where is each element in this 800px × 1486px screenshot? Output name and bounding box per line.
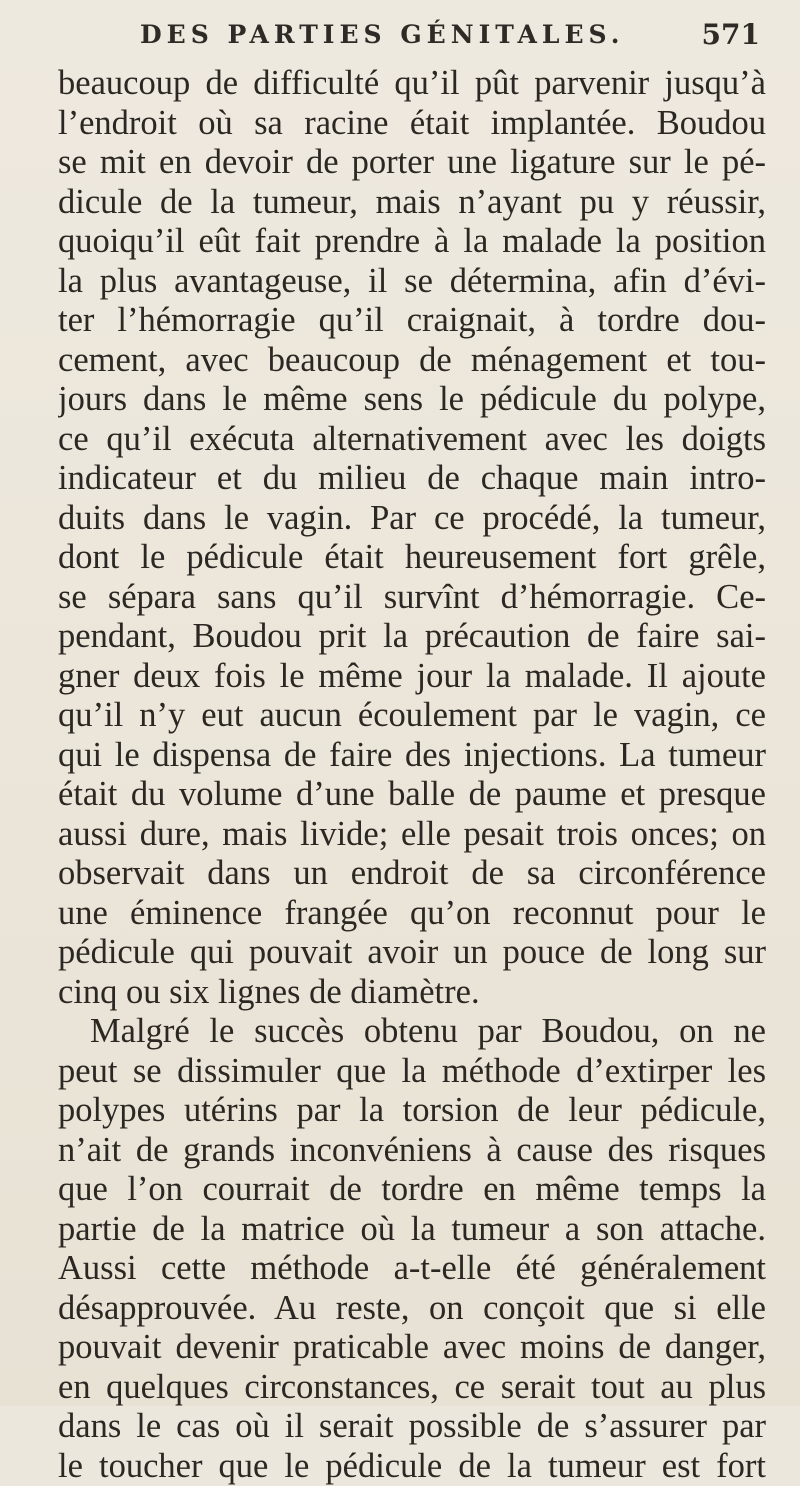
paragraph-start-line: Malgré le succès obtenu par Boudou, on ne xyxy=(58,1012,766,1052)
text-line: était du volume d’une balle de paume et presque xyxy=(58,775,766,815)
text-line: qui le dispensa de faire des injections. La tumeur xyxy=(58,736,766,776)
text-line: pédicule qui pouvait avoir un pouce de long sur xyxy=(58,933,766,973)
text-line: pendant, Boudou prit la précaution de faire sai- xyxy=(58,617,766,657)
paragraph-end-line: cinq ou six lignes de diamètre. xyxy=(58,973,766,1013)
text-line: se sépara sans qu’il survînt d’hémorragie. Ce- xyxy=(58,578,766,618)
text-line: la plus avantageuse, il se détermina, afin d’évi- xyxy=(58,262,766,302)
page-number: 571 xyxy=(702,18,760,51)
text-line: ce qu’il exécuta alternativement avec les doigts xyxy=(58,420,766,460)
text-line: dicule de la tumeur, mais n’ayant pu y réussir, xyxy=(58,183,766,223)
text-line: jours dans le même sens le pédicule du polype, xyxy=(58,380,766,420)
text-line: Aussi cette méthode a-t-elle été généralement xyxy=(58,1249,766,1289)
text-line: gner deux fois le même jour la malade. Il ajoute xyxy=(58,657,766,697)
text-line: observait dans un endroit de sa circonférence xyxy=(58,854,766,894)
text-line: qu’il n’y eut aucun écoulement par le vagin, ce xyxy=(58,696,766,736)
running-header xyxy=(58,0,766,64)
text-line: dont le pédicule était heureusement fort grêle, xyxy=(58,538,766,578)
text-line: beaucoup de difficulté qu’il pût parvenir jusqu’à xyxy=(58,64,766,104)
text-line: dans le cas où il serait possible de s’assurer par xyxy=(58,1407,766,1447)
text-line: peut se dissimuler que la méthode d’extirper les xyxy=(58,1052,766,1092)
text-line: désapprouvée. Au reste, on conçoit que si elle xyxy=(58,1289,766,1329)
text-line: n’ait de grands inconvéniens à cause des risques xyxy=(58,1131,766,1171)
text-line: polypes utérins par la torsion de leur pédicule, xyxy=(58,1091,766,1131)
text-line: le toucher que le pédicule de la tumeur est fort xyxy=(58,1447,766,1486)
text-line: aussi dure, mais livide; elle pesait trois onces; on xyxy=(58,815,766,855)
text-line: se mit en devoir de porter une ligature sur le pé- xyxy=(58,143,766,183)
running-title: DES PARTIES GÉNITALES. xyxy=(140,20,624,49)
text-line: pouvait devenir praticable avec moins de danger, xyxy=(58,1328,766,1368)
text-line: que l’on courrait de tordre en même temps la xyxy=(58,1170,766,1210)
text-line: en quelques circonstances, ce serait tout au plus xyxy=(58,1368,766,1408)
text-line: duits dans le vagin. Par ce procédé, la tumeur, xyxy=(58,499,766,539)
text-line: quoiqu’il eût fait prendre à la malade la position xyxy=(58,222,766,262)
text-line: ter l’hémorragie qu’il craignait, à tordre dou- xyxy=(58,301,766,341)
text-line: l’endroit où sa racine était implantée. Boudou xyxy=(58,104,766,144)
body-text xyxy=(58,64,766,1486)
text-line: partie de la matrice où la tumeur a son attache. xyxy=(58,1210,766,1250)
text-line: indicateur et du milieu de chaque main intro- xyxy=(58,459,766,499)
text-line: une éminence frangée qu’on reconnut pour le xyxy=(58,894,766,934)
text-line: cement, avec beaucoup de ménagement et tou- xyxy=(58,341,766,381)
